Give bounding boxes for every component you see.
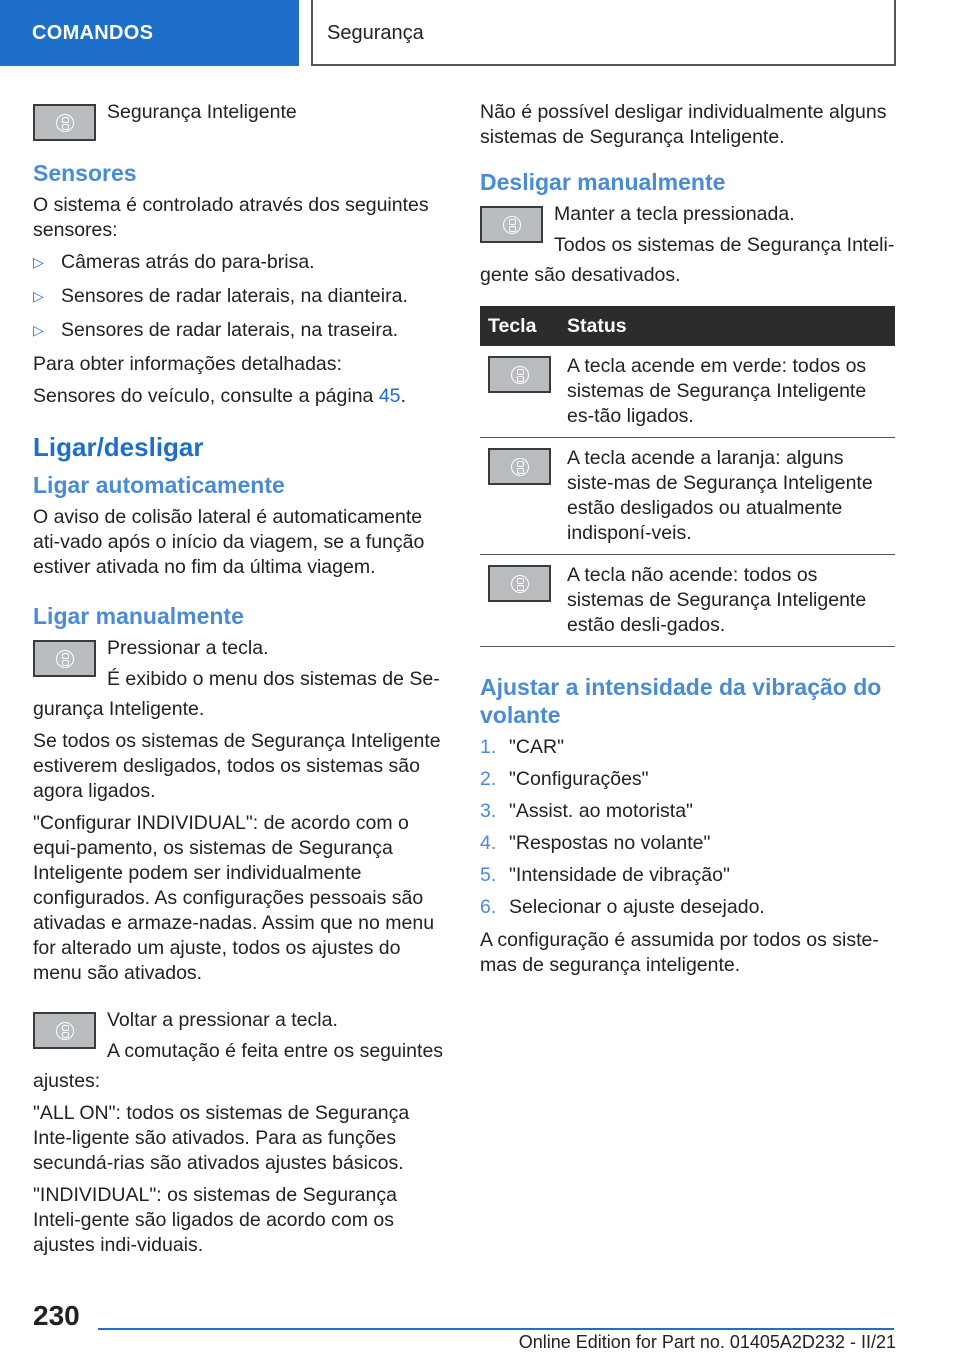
heading-ligar-manual: Ligar manualmente bbox=[33, 603, 244, 629]
safety-key-icon bbox=[488, 448, 551, 485]
list-item: ▷ Sensores de radar laterais, na traseira. bbox=[33, 318, 448, 343]
edition-text: Online Edition for Part no. 01405A2D232 - II/21 bbox=[518, 1332, 896, 1352]
list-item: 4. "Respostas no volante" bbox=[480, 832, 711, 854]
table-row: A tecla não acende: todos os sistemas de Segurança Inteligente estão desli-gados. bbox=[480, 555, 895, 647]
auto-text: O aviso de colisão lateral é automaticamente ati-vado após o início da viagem, se a função estiver ativada no fim da última viagem. bbox=[33, 506, 425, 578]
table-row: A tecla acende em verde: todos os sistemas de Segurança Inteligente es-tão ligados. bbox=[480, 346, 895, 438]
heading-ligar-auto: Ligar automaticamente bbox=[33, 472, 285, 498]
list-item: 2. "Configurações" bbox=[480, 768, 649, 790]
list-item: 6. Selecionar o ajuste desejado. bbox=[480, 896, 765, 918]
intro-text: Não é possível desligar individualmente alguns sistemas de Segurança Inteligente. bbox=[480, 101, 887, 148]
list-item: ▷ Sensores de radar laterais, na dianteira. bbox=[33, 284, 448, 309]
right-column: Não é possível desligar individualmente alguns sistemas de Segurança Inteligente. Desligar manualmente Manter a tecla pressionada. Todos os sistemas de Segurança Inteli- gente são desativados. Tecla Status A tecla acende em verde: todos os sistemas de Segurança Inteligente es-tão ligados. A tecla acende a laranja: alguns siste-mas de Segurança Inteligente estão desligados ou atualmente indisponí-veis. A tecla não acende: todos os sistemas de Segurança Inteligente estão desli-gados. Ajustar a intensidade da vibração do volante 1. "CAR" 2. "Configurações" 3. "Assist. ao motorista" 4. "Respostas no volante" 5. "Intensidade de vibração" 6. Selecionar o ajuste desejado. A configuração é assumida por todos os siste-mas de segurança inteligente. bbox=[480, 101, 895, 976]
table-header-status: Status bbox=[559, 306, 895, 346]
key-caption: Segurança Inteligente bbox=[107, 101, 297, 123]
safety-key-icon bbox=[480, 206, 543, 243]
safety-key-icon bbox=[33, 1012, 96, 1049]
safety-key-icon bbox=[488, 356, 551, 393]
chapter-title: Segurança bbox=[311, 0, 896, 66]
sensor-list bbox=[33, 250, 448, 343]
heading-desligar: Desligar manualmente bbox=[480, 169, 726, 195]
sensores-text: O sistema é controlado através dos seguintes sensores: bbox=[33, 194, 429, 241]
safety-key-icon bbox=[33, 104, 96, 141]
safety-key-icon bbox=[33, 640, 96, 677]
list-item: 5. "Intensidade de vibração" bbox=[480, 864, 730, 886]
heading-sensores: Sensores bbox=[33, 160, 137, 186]
vibracao-note: A configuração é assumida por todos os siste-mas de segurança inteligente. bbox=[480, 929, 879, 976]
page-reference: Sensores do veículo, consulte a página 45. bbox=[33, 385, 406, 407]
heading-ligar-desligar: Ligar/desligar bbox=[33, 432, 204, 462]
left-column: Segurança Inteligente Sensores O sistema é controlado através dos seguintes sensores: ▷ Câmeras atrás do para-brisa. ▷ Sensores de radar laterais, na dianteira. ▷ Sensores de radar laterais, na traseira. Para obter informações detalhadas: Sensores do veículo, consulte a página 45. Ligar/desligar Ligar automaticamente O aviso de colisão lateral é automaticamente ati-vado após o início da viagem, se a função estiver ativada no fim da última viagem. Ligar manualmente Pressionar a tecla. É exibido o menu dos sistemas de Se- gurança Inteligente. Se todos os sistemas de Segurança Inteligente estiverem desligados, todos os sistemas são agora ligados. "Configurar INDIVIDUAL": de acordo com o equi-pamento, os sistemas de Segurança Inteligente podem ser individualmente configurados. As configurações pessoais são ativadas e armaze-nadas. Assim que no menu for alterado um ajuste, todos os ajustes do menu são ativados. Voltar a pressionar a tecla. A comutação é feita entre os seguintes ajustes: "ALL ON": todos os sistemas de Segurança Inte-ligente são ativados. Para as funções secundá-rias são ativados ajustes básicos. "INDIVIDUAL": os sistemas de Segurança Inteli-gente são ligados de acordo com os ajustes indi-viduais. bbox=[33, 100, 448, 1265]
list-item: ▷ Câmeras atrás do para-brisa. bbox=[33, 250, 448, 275]
status-table bbox=[480, 306, 895, 647]
table-header-tecla: Tecla bbox=[480, 306, 559, 346]
key-row-hold: Manter a tecla pressionada. Todos os sistemas de Segurança Inteli- bbox=[480, 202, 895, 264]
page-link[interactable]: 45 bbox=[378, 385, 401, 407]
page-header bbox=[0, 0, 960, 66]
key-row-press: Pressionar a tecla. É exibido o menu dos sistemas de Se- bbox=[33, 636, 448, 698]
footer-divider bbox=[98, 1328, 894, 1330]
manual-p1: Se todos os sistemas de Segurança Inteligente estiverem desligados, todos os sistemas são agora ligados. bbox=[33, 730, 441, 802]
list-item: 3. "Assist. ao motorista" bbox=[480, 800, 693, 822]
heading-vibracao: Ajustar a intensidade da vibração do volante bbox=[480, 674, 882, 728]
manual-p4: "INDIVIDUAL": os sistemas de Segurança Inteli-gente são ligados de acordo com os ajustes indi-viduais. bbox=[33, 1184, 397, 1256]
list-item: 1. "CAR" bbox=[480, 736, 565, 758]
key-row-intro bbox=[33, 100, 448, 141]
key-row-repress: Voltar a pressionar a tecla. A comutação é feita entre os seguintes bbox=[33, 1008, 448, 1070]
page-number: 230 bbox=[33, 1300, 80, 1331]
section-tab: COMANDOS bbox=[0, 0, 299, 66]
manual-p3: "ALL ON": todos os sistemas de Segurança Inte-ligente são ativados. Para as funções secundá-rias são ativados ajustes básicos. bbox=[33, 1102, 410, 1174]
manual-p2: "Configurar INDIVIDUAL": de acordo com o equi-pamento, os sistemas de Segurança Inteligente podem ser individualmente configurados. As configurações pessoais são ativadas e armaze-nadas. Assim que no menu for alterado um ajuste, todos os ajustes do menu são ativados. bbox=[33, 812, 435, 984]
details-label: Para obter informações detalhadas: bbox=[33, 353, 342, 375]
safety-key-icon bbox=[488, 565, 551, 602]
table-row: A tecla acende a laranja: alguns siste-mas de Segurança Inteligente estão desligados ou atualmente indisponí-veis. bbox=[480, 438, 895, 555]
steps-list bbox=[480, 735, 895, 920]
